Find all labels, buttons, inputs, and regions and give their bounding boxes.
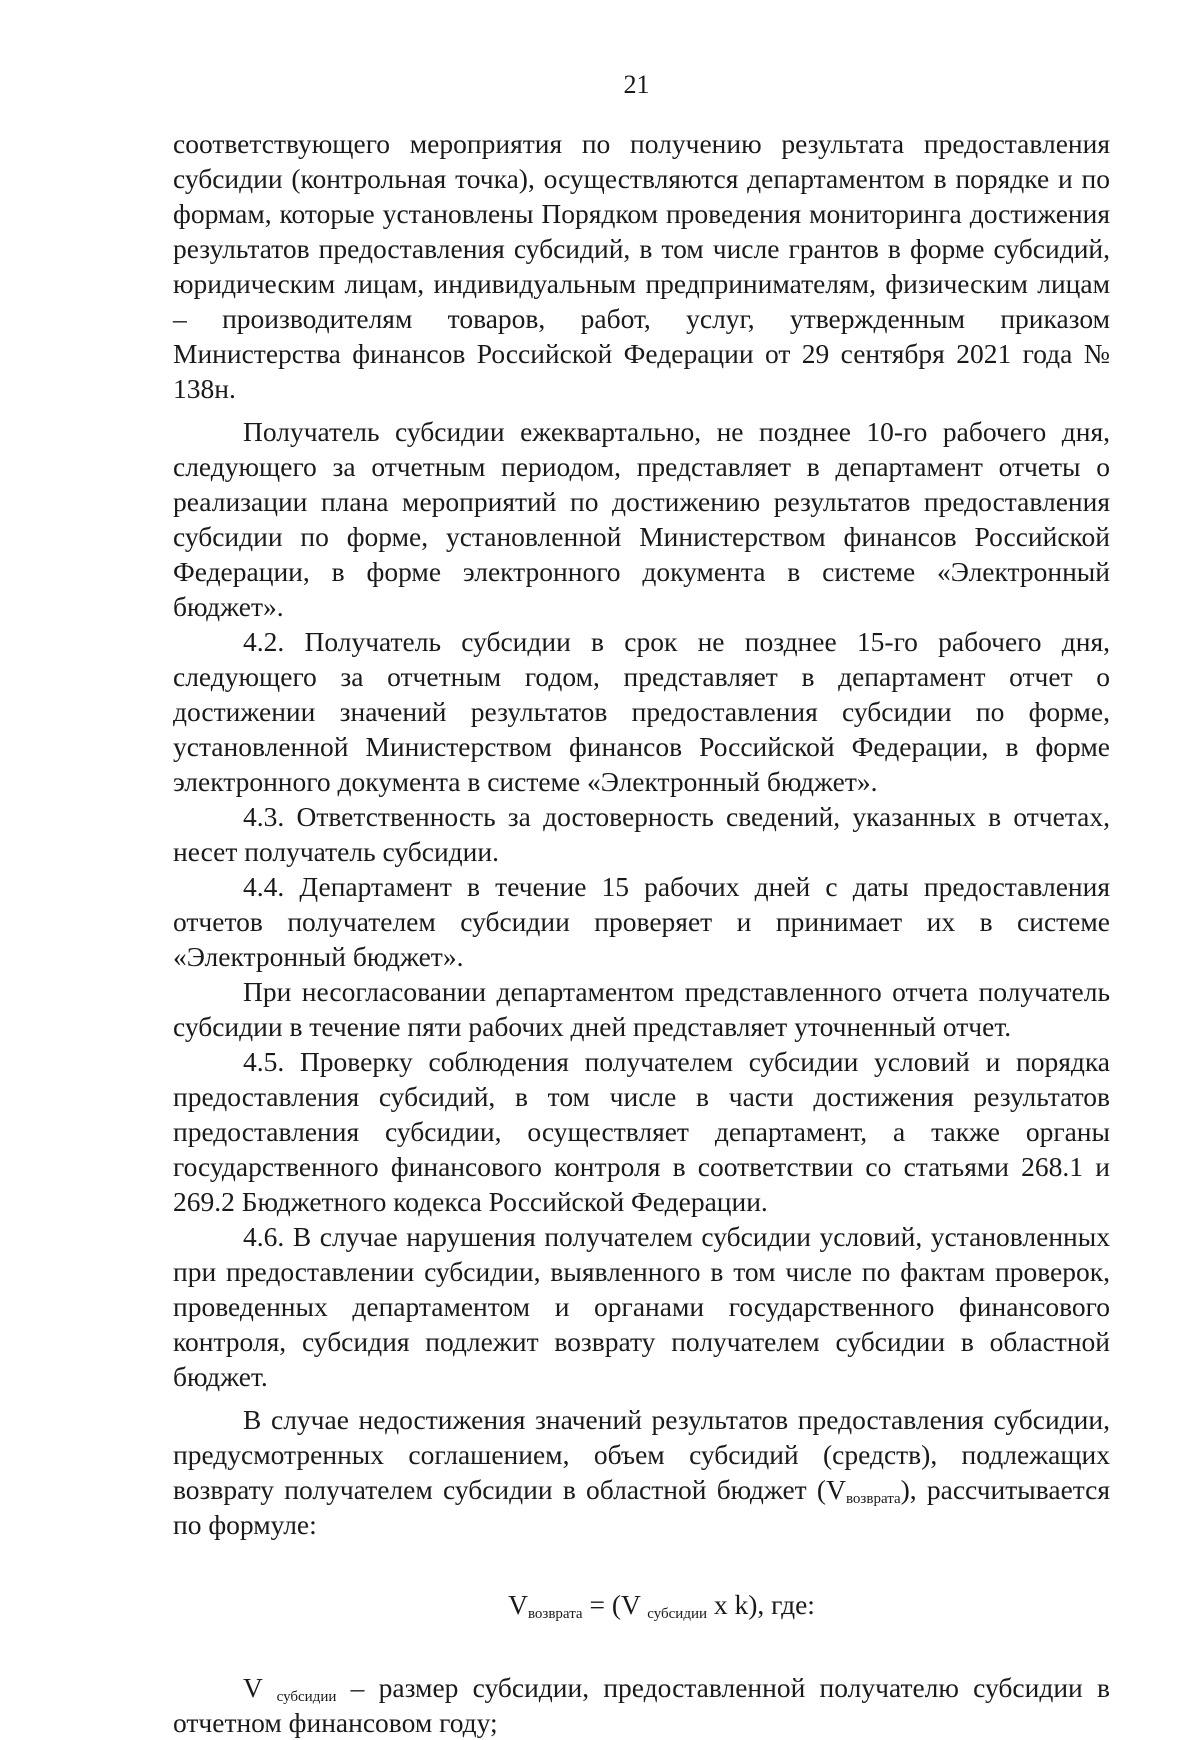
- formula-rhs-tail: x k), где:: [707, 1589, 815, 1620]
- paragraph-4-2: 4.2. Получатель субсидии в срок не позднее 15-го рабочего дня, следующего за отчетным годом, представляет в департамент отчет о достижении значений результатов предоставления субсидии по форме, установленной Министерством финансов Российской Федерации, в форме электронного документа в системе «Электронный бюджет».: [173, 626, 1110, 797]
- document-page: [173, 70, 1110, 1740]
- paragraph-disagreement: При несогласовании департаментом представленного отчета получатель субсидии в течение пяти рабочих дней представляет уточненный отчет.: [173, 976, 1110, 1042]
- paragraph-quarterly-reports: Получатель субсидии ежеквартально, не позднее 10-го рабочего дня, следующего за отчетным периодом, представляет в департамент отчеты о реализации плана мероприятий по достижению результатов предоставления субсидии по форме, установленной Министерством финансов Российской Федерации, в форме электронного документа в системе «Электронный бюджет».: [173, 416, 1110, 622]
- formula-intro-tail: ), рассчитывается по формуле:: [173, 1474, 1110, 1540]
- paragraph-4-3: 4.3. Ответственность за достоверность сведений, указанных в отчетах, несет получатель субсидии.: [173, 801, 1110, 867]
- paragraph-4-5: 4.5. Проверку соблюдения получателем субсидии условий и порядка предоставления субсидий, в том числе в части достижения результатов предоставления субсидии, осуществляет департамент, а также органы государственного финансового контроля в соответствии со статьями 268.1 и 269.2 Бюджетного кодекса Российской Федерации.: [173, 1046, 1110, 1217]
- formula-intro-subscript: возврата: [845, 1491, 901, 1507]
- formula-return-volume: [173, 1587, 1110, 1622]
- formula-lhs-v: V: [508, 1589, 528, 1620]
- page-number: 21: [623, 70, 650, 99]
- definition-subscript: субсидии: [276, 1689, 337, 1705]
- paragraph-4-6: 4.6. В случае нарушения получателем субсидии условий, установленных при предоставлении субсидии, выявленного в том числе по фактам проверок, проведенных департаментом и органами государственного финансового контроля, субсидия подлежит возврату получателем субсидии в областной бюджет.: [173, 1221, 1110, 1392]
- formula-intro-text: В случае недостижения значений результатов предоставления субсидии, предусмотренных соглашением, объем субсидий (средств), подлежащих возврату получателем субсидии в областной бюджет (V: [173, 1404, 1110, 1505]
- paragraph-monitoring: соответствующего мероприятия по получению результата предоставления субсидии (контрольная точка), осуществляются департаментом в порядке и по формам, которые установлены Порядком проведения мониторинга достижения результатов предоставления субсидий, в том числе грантов в форме субсидий, юридическим лицам, индивидуальным предпринимателям, физическим лицам – производителям товаров, работ, услуг, утвержденным приказом Министерства финансов Российской Федерации от 29 сентября 2021 года № 138н.: [173, 128, 1110, 404]
- definition-v: V: [243, 1672, 277, 1703]
- paragraph-formula-intro: [173, 1402, 1110, 1542]
- definition-text: – размер субсидии, предоставленной получателю субсидии в отчетном финансовом году;: [173, 1672, 1110, 1738]
- formula-lhs-subscript: возврата: [527, 1606, 583, 1622]
- formula-eq-open: = (V: [582, 1589, 648, 1620]
- paragraph-4-4: 4.4. Департамент в течение 15 рабочих дней с даты предоставления отчетов получателем субсидии проверяет и принимает их в системе «Электронный бюджет».: [173, 871, 1110, 972]
- paragraph-definition-v-subsidy: [173, 1670, 1110, 1740]
- formula-rhs-subscript: субсидии: [647, 1606, 708, 1622]
